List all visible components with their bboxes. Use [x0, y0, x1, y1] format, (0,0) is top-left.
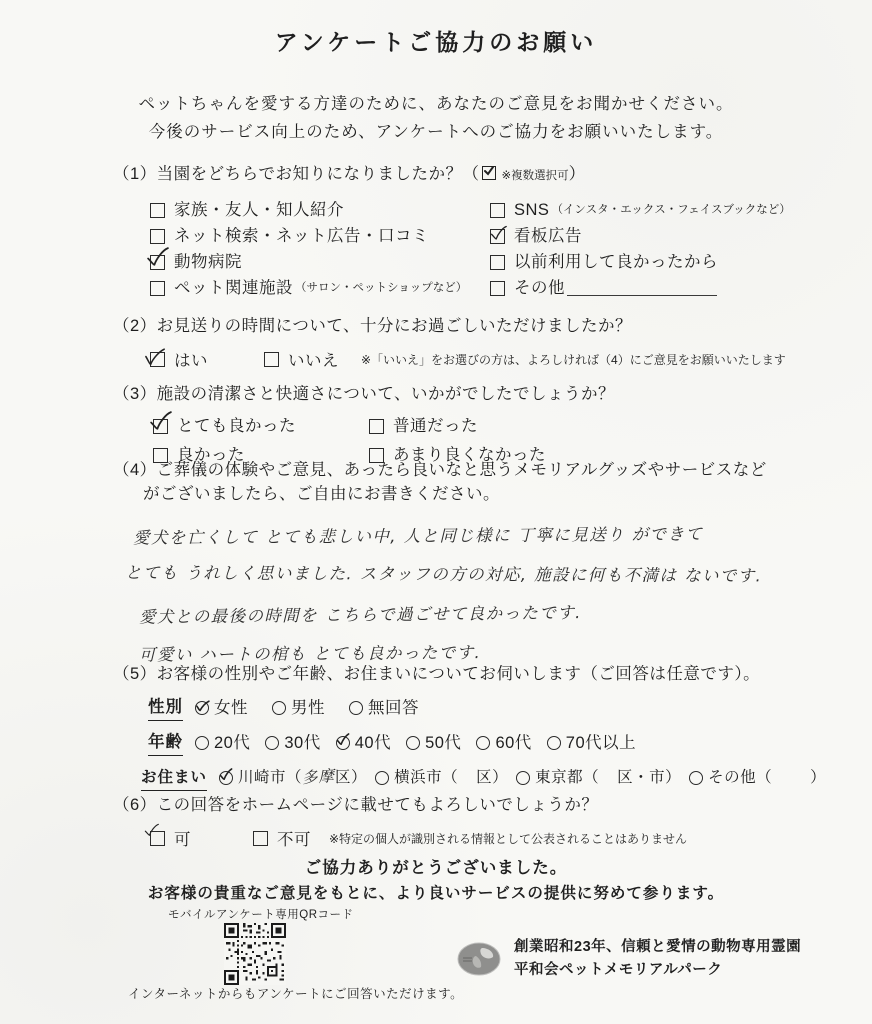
- question-1-options: [150, 199, 852, 299]
- option-sublabel: （インスタ・エックス・フェイスブックなど）: [551, 204, 791, 216]
- option-label: あまり良くなかった: [393, 446, 546, 464]
- handwritten-ward: 多摩: [301, 767, 336, 788]
- company-line-2: 平和会ペットメモリアルパーク: [514, 962, 723, 978]
- handwritten-answer[interactable]: [113, 516, 852, 672]
- checkbox[interactable]: [253, 831, 268, 846]
- option-normal: [369, 415, 852, 437]
- option-yokohama: [375, 767, 508, 789]
- option-label: 看板広告: [514, 227, 582, 245]
- checked-box-icon: [482, 166, 496, 180]
- handwritten-check-icon: [143, 345, 167, 368]
- option-label: 区）: [335, 769, 368, 786]
- question-2-options: [150, 347, 852, 371]
- checkbox-checked[interactable]: [490, 229, 505, 244]
- checkbox[interactable]: [150, 281, 165, 296]
- residence-label: お住まい: [141, 765, 207, 791]
- question-5: [113, 662, 852, 791]
- handwritten-check-icon: [143, 823, 160, 838]
- option-signboard-ad: [490, 225, 852, 247]
- question-1: [113, 162, 852, 299]
- checkbox[interactable]: [490, 281, 505, 296]
- option-label: 男性: [291, 699, 325, 717]
- option-20s: [195, 732, 250, 754]
- option-50s: [406, 732, 461, 754]
- handwritten-line-3: 愛犬との最後の時間を こちらで過ごせて良かったです.: [138, 603, 582, 627]
- page-title: アンケートご協力のお願い: [274, 29, 598, 55]
- option-very-good: [153, 415, 369, 437]
- option-label: 50代: [425, 734, 462, 752]
- handwritten-check-icon: [148, 410, 173, 433]
- handwritten-check-icon: [145, 246, 170, 269]
- option-60s: [476, 732, 531, 754]
- option-tokyo: [516, 767, 681, 789]
- option-label: 以前利用して良かったから: [514, 253, 718, 271]
- qr-label: モバイルアンケート専用QRコード: [168, 909, 354, 921]
- qr-caption: インターネットからもアンケートにご回答いただけます。: [128, 987, 464, 1001]
- option-pet-facility: [150, 277, 490, 299]
- gender-row: [148, 695, 852, 721]
- question-1-note: ※複数選択可: [501, 170, 569, 182]
- option-male: [272, 697, 325, 719]
- option-sns: [490, 199, 852, 221]
- radio[interactable]: [195, 736, 209, 750]
- checkbox[interactable]: [150, 203, 165, 218]
- option-kawasaki: [219, 767, 367, 789]
- option-label: 横浜市（: [394, 769, 459, 786]
- option-used-before: [490, 251, 852, 273]
- radio[interactable]: [406, 736, 420, 750]
- option-label-ng: 不可: [277, 831, 311, 849]
- option-label: SNS: [514, 201, 550, 219]
- checkbox[interactable]: [264, 352, 279, 367]
- handwritten-check-icon: [335, 733, 351, 747]
- option-label: 動物病院: [174, 253, 242, 271]
- checkbox-checked[interactable]: [150, 831, 165, 846]
- option-other: [490, 277, 852, 299]
- age-label: 年齢: [148, 730, 183, 756]
- handwritten-line-4: 可愛い ハートの棺も とても良かったです.: [138, 643, 482, 665]
- option-label: 30代: [284, 734, 321, 752]
- handwritten-check-icon: [194, 698, 211, 715]
- radio[interactable]: [375, 771, 389, 785]
- option-label: 良かった: [177, 446, 245, 464]
- handwritten-line-1: 愛犬を亡くして とても悲しい中, 人と同じ様に 丁寧に見送り ができて: [132, 524, 704, 548]
- question-4: [113, 458, 852, 672]
- radio[interactable]: [349, 701, 363, 715]
- question-6-options: [150, 826, 852, 850]
- question-2-note: ※「いいえ」をお選びの方は、よろしければ（4）にご意見をお願いいたします: [361, 352, 786, 367]
- option-label: 女性: [214, 699, 248, 717]
- option-label: 70代以上: [565, 734, 637, 752]
- option-family-referral: [150, 199, 490, 221]
- radio[interactable]: [476, 736, 490, 750]
- checkbox[interactable]: [369, 419, 384, 434]
- question-4-heading-line1: （4）ご葬儀の体験やご意見、あったら良いなと思うメモリアルグッズやサービスなど: [113, 461, 767, 479]
- question-6: [113, 793, 852, 850]
- question-6-note: ※特定の個人が識別される情報として公表されることはありません: [329, 831, 688, 846]
- option-label: 40代: [354, 734, 392, 752]
- checkbox-checked[interactable]: [150, 255, 165, 270]
- option-70s-plus: [547, 732, 636, 754]
- checkbox-checked[interactable]: [150, 352, 165, 367]
- option-label: その他: [514, 279, 565, 297]
- intro-line-2: 今後のサービス向上のため、アンケートへのご協力をお願いいたします。: [148, 123, 724, 141]
- option-animal-hospital: [150, 251, 490, 273]
- option-label: 家族・友人・知人紹介: [174, 201, 344, 219]
- handwritten-line-2: とても うれしく思いました. スタッフの方の対応, 施設に何も不満は ないです.: [124, 563, 763, 586]
- option-label: ペット関連施設: [174, 279, 293, 297]
- option-label: 20代: [214, 734, 251, 752]
- gender-label: 性別: [148, 695, 183, 721]
- option-label: 区・市）: [617, 769, 682, 786]
- option-label-ok: 可: [174, 831, 191, 849]
- checkbox-checked[interactable]: [153, 419, 168, 434]
- question-3-heading: （3）施設の清潔さと快適さについて、いかがでしたでしょうか？: [113, 385, 616, 403]
- company-text: [514, 936, 801, 982]
- intro-line-1: ペットちゃんを愛する方達のために、あなたのご意見をお聞かせください。: [138, 95, 734, 113]
- company-block: [456, 936, 801, 982]
- checkbox[interactable]: [490, 255, 505, 270]
- radio[interactable]: [272, 701, 286, 715]
- option-label-no: いいえ: [288, 352, 339, 370]
- checkbox[interactable]: [150, 229, 165, 244]
- residence-row: [141, 765, 852, 791]
- option-label: ）: [810, 769, 827, 786]
- intro-text: [0, 90, 872, 146]
- question-6-heading: （6）この回答をホームページに載せてもよろしいでしょうか？: [113, 796, 599, 814]
- option-label: 60代: [495, 734, 532, 752]
- question-3: [113, 382, 852, 466]
- option-label: 普通だった: [393, 417, 478, 435]
- radio[interactable]: [265, 736, 279, 750]
- option-label: ネット検索・ネット広告・口コミ: [174, 227, 429, 245]
- option-label: その他（: [708, 769, 773, 786]
- question-4-heading-line2: がございましたら、ご自由にお書きください。: [143, 485, 500, 503]
- thanks-line-1: ご協力ありがとうございました。: [304, 859, 568, 877]
- company-logo: [456, 940, 502, 978]
- radio[interactable]: [689, 771, 703, 785]
- option-label: 区）: [476, 769, 509, 786]
- radio[interactable]: [547, 736, 561, 750]
- radio-checked[interactable]: [195, 701, 209, 715]
- closing-message: [0, 856, 872, 906]
- question-2-heading: （2）お見送りの時間について、十分にお過ごしいただけましたか？: [113, 317, 633, 335]
- age-row: [148, 730, 852, 756]
- option-label: 東京都（: [535, 769, 600, 786]
- option-40s: [336, 732, 391, 754]
- handwritten-check-icon: [489, 225, 508, 242]
- question-1-heading: （1）当園をどちらでお知りになりましたか？（ ※複数選択可）: [113, 165, 586, 183]
- option-net-search: [150, 225, 490, 247]
- handwritten-check-icon: [218, 768, 234, 782]
- question-5-heading: （5）お客様の性別やご年齢、お住まいについてお伺いします（ご回答は任意です）。: [113, 665, 761, 683]
- option-other-residence: [689, 767, 826, 789]
- option-label: とても良かった: [177, 417, 296, 435]
- option-no-answer: [349, 697, 419, 719]
- radio-checked[interactable]: [336, 736, 350, 750]
- qr-code: [224, 923, 286, 990]
- thanks-line-2: お客様の貴重なご意見をもとに、より良いサービスの提供に努めて参ります。: [147, 885, 725, 902]
- option-30s: [265, 732, 320, 754]
- radio[interactable]: [516, 771, 530, 785]
- option-label: 川崎市（: [238, 769, 303, 786]
- checkbox[interactable]: [490, 203, 505, 218]
- qr-code-image: [224, 923, 286, 985]
- option-sublabel: （サロン・ペットショップなど）: [295, 282, 468, 294]
- option-female: [195, 697, 248, 719]
- radio-checked[interactable]: [219, 771, 233, 785]
- option-label-yes: はい: [174, 352, 208, 370]
- other-fill-in-line[interactable]: [567, 281, 717, 296]
- option-label: 無回答: [368, 699, 419, 717]
- company-line-1: 創業昭和23年、信頼と愛情の動物専用霊園: [514, 939, 802, 955]
- question-2: [113, 314, 852, 371]
